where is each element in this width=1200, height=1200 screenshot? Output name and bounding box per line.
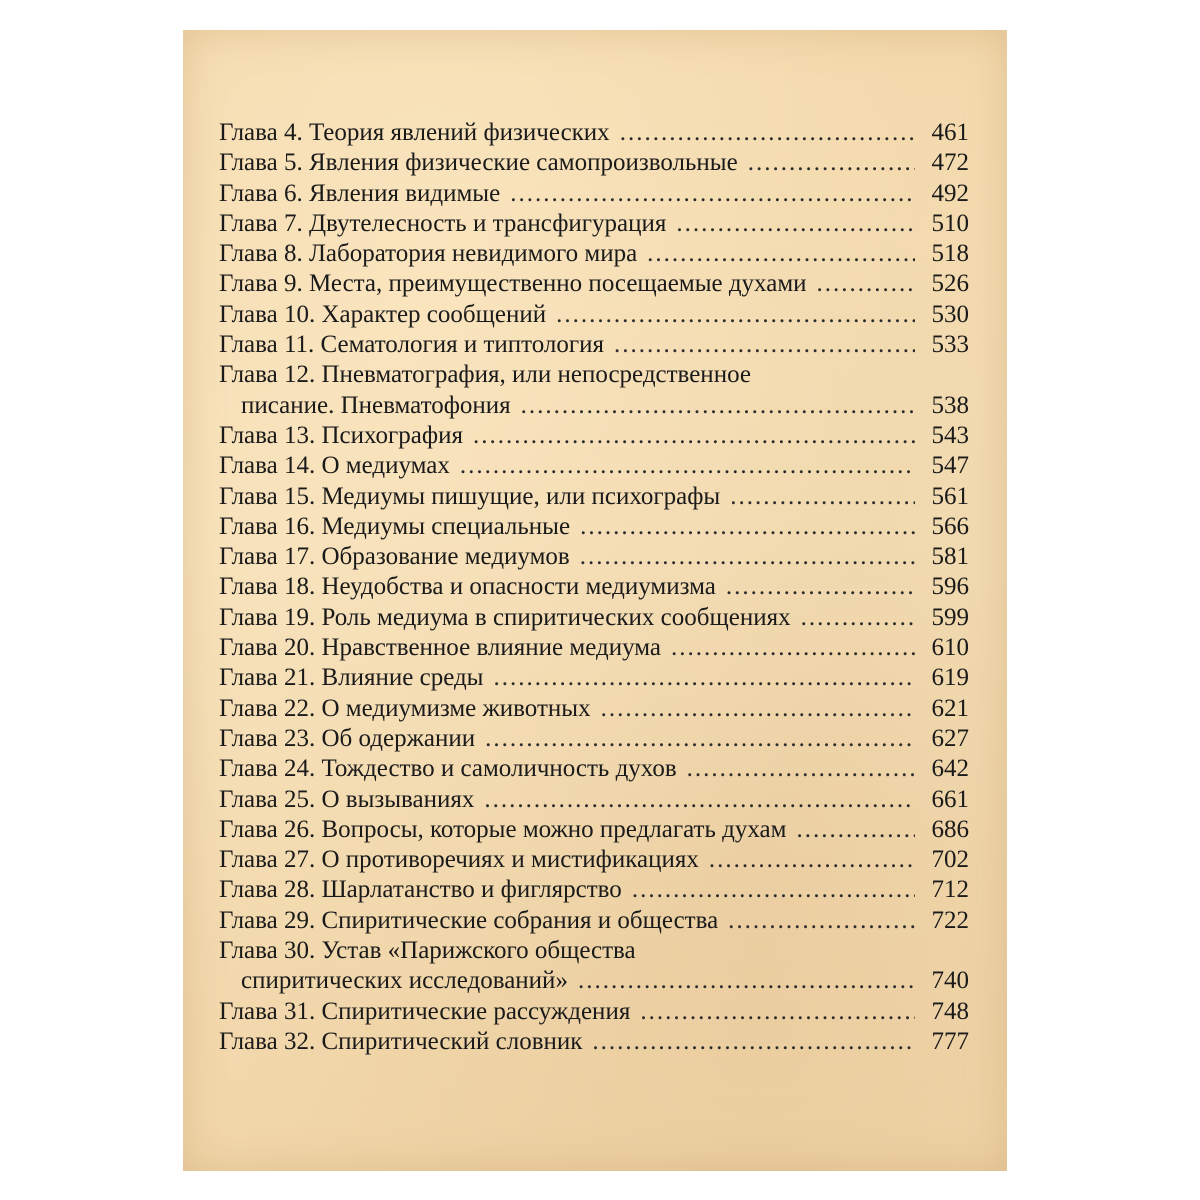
toc-entry-page-number: 533	[931, 331, 969, 359]
toc-entry-title: Глава 11. Сематология и типтология	[219, 331, 605, 359]
toc-entry-title: Глава 25. О вызываниях	[219, 785, 475, 813]
toc-entry	[219, 997, 969, 1027]
toc-entry-title: Глава 32. Спиритический словник	[219, 1027, 583, 1055]
toc-entry	[219, 572, 969, 602]
dot-leader	[730, 482, 915, 512]
toc-entry-page-number: 596	[931, 573, 969, 601]
dot-leader	[580, 542, 915, 572]
toc-entry-title: Глава 13. Психография	[219, 421, 463, 449]
toc-entry	[219, 1027, 969, 1057]
toc-entry	[219, 148, 969, 178]
toc-entry-page-number: 599	[931, 603, 969, 631]
toc-entry	[219, 724, 969, 754]
toc-entry-page-number: 472	[931, 149, 969, 177]
toc-entry-page-number: 740	[931, 967, 969, 995]
toc-entry-page-number: 686	[931, 815, 969, 843]
toc-entry-title: Глава 9. Места, преимущественно посещаемые духами	[219, 270, 807, 298]
dot-leader	[671, 633, 915, 663]
toc-entry-page-number: 538	[931, 391, 969, 419]
toc-entry	[219, 694, 969, 724]
toc-entry	[219, 542, 969, 572]
dot-leader	[601, 694, 915, 724]
dot-leader	[521, 391, 915, 421]
toc-entry-page-number: 566	[931, 512, 969, 540]
toc-entry-page-number: 561	[931, 482, 969, 510]
toc-entry-page-number: 722	[931, 906, 969, 934]
dot-leader	[510, 179, 915, 209]
toc-entry-continuation	[219, 391, 969, 421]
toc-entry-title: Глава 20. Нравственное влияние медиума	[219, 634, 661, 662]
toc-entry	[219, 603, 969, 633]
dot-leader	[484, 785, 915, 815]
toc-entry-title: Глава 12. Пневматография, или непосредственное	[219, 361, 751, 389]
toc-entry-title: Глава 23. Об одержании	[219, 724, 476, 752]
toc-entry-title: Глава 6. Явления видимые	[219, 179, 501, 207]
toc-entry	[219, 482, 969, 512]
toc-entry	[219, 360, 969, 390]
toc-entry-title: Глава 7. Двутелесность и трансфигурация	[219, 209, 667, 237]
toc-entry	[219, 421, 969, 451]
toc-entry-title: Глава 17. Образование медиумов	[219, 543, 570, 571]
toc-entry	[219, 512, 969, 542]
toc-entry-page-number: 530	[931, 300, 969, 328]
toc-entry-page-number: 777	[931, 1027, 969, 1055]
toc-entry-title: Глава 21. Влияние среды	[219, 664, 484, 692]
toc-entry-page-number: 518	[931, 240, 969, 268]
toc-entry-page-number: 547	[931, 452, 969, 480]
toc-entry	[219, 209, 969, 239]
dot-leader	[620, 118, 915, 148]
toc-entry-title: Глава 30. Устав «Парижского общества	[219, 937, 636, 965]
toc-entry-page-number: 748	[931, 997, 969, 1025]
toc-entry	[219, 906, 969, 936]
toc-entry	[219, 269, 969, 299]
toc-entry	[219, 179, 969, 209]
toc-entry	[219, 875, 969, 905]
toc-entry-page-number: 621	[931, 694, 969, 722]
toc-entry-title: Глава 15. Медиумы пишущие, или психографы	[219, 482, 721, 510]
toc-entry-title: Глава 24. Тождество и самоличность духов	[219, 755, 677, 783]
toc-entry	[219, 754, 969, 784]
toc-entry	[219, 300, 969, 330]
toc-entry-page-number: 712	[931, 876, 969, 904]
toc-entry-title: Глава 16. Медиумы специальные	[219, 512, 571, 540]
toc-entry-page-number: 492	[931, 179, 969, 207]
toc-entry-title: Глава 19. Роль медиума в спиритических сообщениях	[219, 603, 791, 631]
toc-entry	[219, 330, 969, 360]
toc-entry	[219, 845, 969, 875]
dot-leader	[817, 269, 915, 299]
dot-leader	[647, 239, 915, 269]
toc-entry-title: Глава 5. Явления физические самопроизвольные	[219, 149, 738, 177]
dot-leader	[796, 815, 915, 845]
dot-leader	[460, 451, 915, 481]
toc-entry-page-number: 581	[931, 543, 969, 571]
toc-entry-page-number: 461	[931, 119, 969, 146]
toc-entry-title: Глава 4. Теория явлений физических	[219, 119, 610, 146]
toc-entry-title-continuation: спиритических исследований»	[241, 967, 568, 995]
dot-leader	[493, 663, 915, 693]
toc-entry-title: Глава 27. О противоречиях и мистификациях	[219, 846, 699, 874]
toc-entry-title: Глава 26. Вопросы, которые можно предлагать духам	[219, 815, 787, 843]
dot-leader	[709, 845, 915, 875]
toc-entry-title: Глава 22. О медиумизме животных	[219, 694, 591, 722]
toc-entry	[219, 633, 969, 663]
toc-entry-title: Глава 18. Неудобства и опасности медиумизма	[219, 573, 716, 601]
toc-entry-page-number: 702	[931, 846, 969, 874]
dot-leader	[728, 906, 915, 936]
toc-entry-title: Глава 14. О медиумах	[219, 452, 450, 480]
dot-leader	[614, 330, 915, 360]
toc-entry-title: Глава 8. Лаборатория невидимого мира	[219, 240, 638, 268]
toc-entry-page-number: 619	[931, 664, 969, 692]
toc-entry	[219, 785, 969, 815]
toc-entry-page-number: 510	[931, 209, 969, 237]
toc-entry-title-continuation: писание. Пневматофония	[241, 391, 511, 419]
toc-entry-title: Глава 29. Спиритические собрания и общества	[219, 906, 719, 934]
toc-entry	[219, 663, 969, 693]
toc-entry-title: Глава 31. Спиритические рассуждения	[219, 997, 631, 1025]
dot-leader	[748, 148, 915, 178]
toc-entry-page-number: 642	[931, 755, 969, 783]
dot-leader	[580, 512, 915, 542]
toc-entry-title: Глава 28. Шарлатанство и фиглярство	[219, 876, 622, 904]
dot-leader	[578, 966, 915, 996]
dot-leader	[726, 572, 915, 602]
toc-entry-page-number: 661	[931, 785, 969, 813]
toc-entry	[219, 936, 969, 966]
toc-entry-page-number: 627	[931, 724, 969, 752]
dot-leader	[801, 603, 915, 633]
toc-entry	[219, 451, 969, 481]
dot-leader	[473, 421, 915, 451]
toc-entry	[219, 815, 969, 845]
book-page	[183, 30, 1007, 1171]
toc-entry-page-number: 526	[931, 270, 969, 298]
dot-leader	[687, 754, 915, 784]
dot-leader	[556, 300, 915, 330]
toc-entry-continuation	[219, 966, 969, 996]
dot-leader	[632, 875, 915, 905]
dot-leader	[592, 1027, 915, 1057]
toc-entry	[219, 118, 969, 148]
toc-entry-page-number: 543	[931, 421, 969, 449]
dot-leader	[485, 724, 915, 754]
toc-entry-title: Глава 10. Характер сообщений	[219, 300, 547, 328]
dot-leader	[676, 209, 915, 239]
toc-entry-page-number: 610	[931, 634, 969, 662]
table-of-contents	[219, 118, 969, 1057]
dot-leader	[640, 997, 915, 1027]
toc-entry	[219, 239, 969, 269]
